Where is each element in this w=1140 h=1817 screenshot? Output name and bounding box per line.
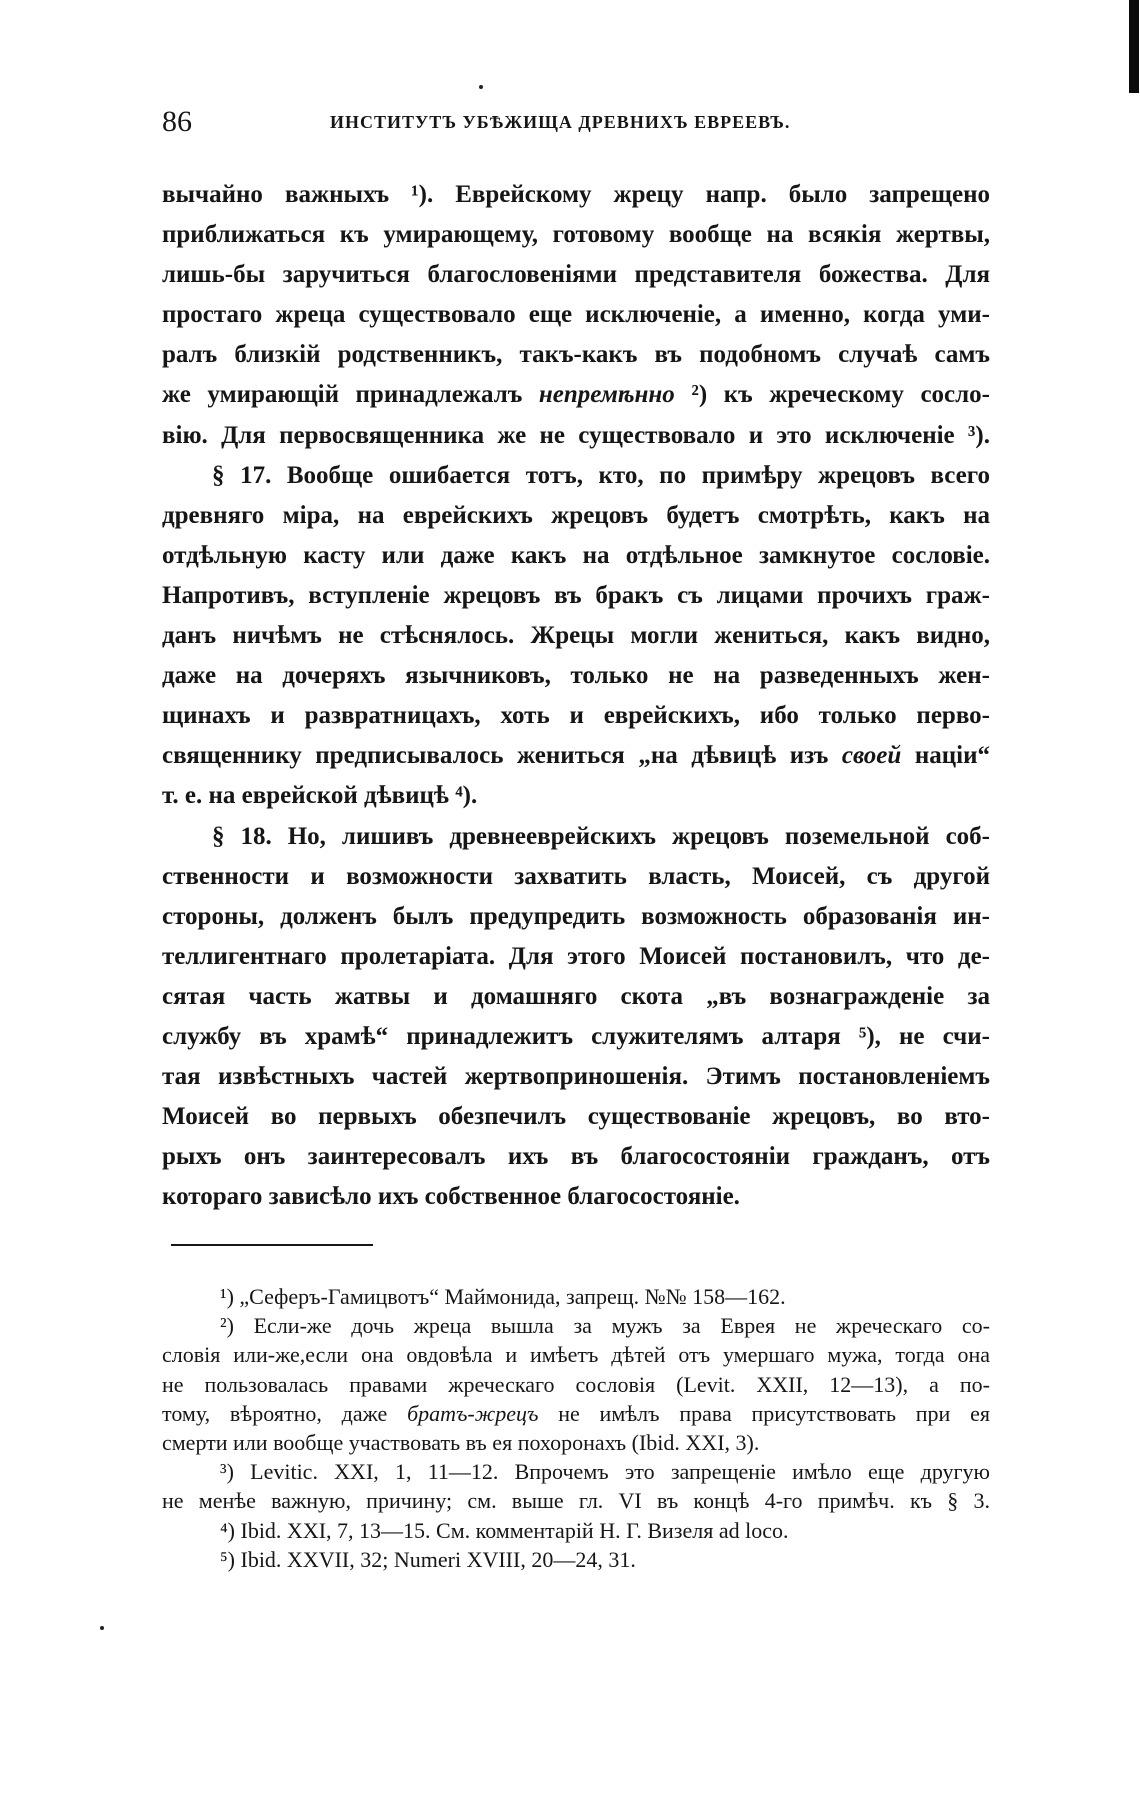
text-segment: не имѣлъ права присутствовать при ея xyxy=(538,1400,990,1426)
body-line: Моисей во первыхъ обезпечилъ существованіе жрецовъ, во вто- xyxy=(162,1103,990,1131)
footnote-3 xyxy=(162,1457,990,1515)
footnote-line: ⁵) Ibid. XXVII, 32; Numeri XVIII, 20—24, 31. xyxy=(220,1546,636,1572)
text-segment: священнику предписывалось жениться „на дѣвицѣ изъ xyxy=(162,742,842,770)
italic-word: своей xyxy=(841,742,902,770)
text-segment: тому, вѣроятно, даже xyxy=(162,1400,408,1426)
body-line: стороны, долженъ былъ предупредить возможность образованія ин- xyxy=(162,902,990,930)
body-line: § 18. Но, лишивъ древнееврейскихъ жрецовъ поземельной соб- xyxy=(212,822,990,850)
footnote-line: ¹) „Сеферъ-Гамицвотъ“ Маймонида, запрещ. №№ 158—162. xyxy=(220,1284,786,1309)
footnote-line: ⁴) Ibid. XXI, 7, 13—15. См. комментарій Н. Г. Визеля ad loco. xyxy=(220,1517,789,1543)
scan-speck xyxy=(100,1626,104,1630)
body-line: щинахъ и развратницахъ, хоть и еврейскихъ, ибо только перво- xyxy=(162,702,990,730)
scan-speck xyxy=(479,85,483,89)
footnote-line: не пользовалась правами жреческаго сословія (Levit. XXII, 12—13), а по- xyxy=(162,1371,990,1397)
main-text xyxy=(162,175,990,1217)
body-line: службу въ храмѣ“ принадлежитъ служителямъ алтаря ⁵), не счи- xyxy=(162,1022,990,1050)
footnote-line: ³) Levitic. XXI, 1, 11—12. Впрочемъ это запрещеніе имѣло еще другую xyxy=(220,1459,990,1485)
footnote-line xyxy=(162,1399,990,1428)
paragraph-17 xyxy=(162,456,990,817)
body-line: тая извѣстныхъ частей жертвоприношенія. Этимъ постановленіемъ xyxy=(162,1063,990,1091)
body-line xyxy=(162,375,990,415)
body-line: т. е. на еврейской дѣвицѣ ⁴). xyxy=(162,782,478,810)
footnote-4 xyxy=(162,1516,990,1545)
body-line: даже на дочеряхъ язычниковъ, только не на разведенныхъ жен- xyxy=(162,662,990,690)
body-line: вію. Для первосвященника же не существовало и это исключеніе ³). xyxy=(162,421,990,449)
body-line: ралъ близкій родственникъ, такъ-какъ въ подобномъ случаѣ самъ xyxy=(162,341,990,369)
text-segment: ²) къ жреческому сосло- xyxy=(674,381,991,409)
body-line: сятая часть жатвы и домашняго скота „въ вознагражденіе за xyxy=(162,982,990,1010)
body-line: теллигентнаго пролетаріата. Для этого Моисей постановилъ, что де- xyxy=(162,942,990,970)
body-line: вычайно важныхъ ¹). Еврейскому жрецу напр. было запрещено xyxy=(162,181,990,208)
body-line: отдѣльную касту или даже какъ на отдѣльное замкнутое сословіе. xyxy=(162,541,990,569)
body-line: рыхъ онъ заинтересовалъ ихъ въ благосостояніи гражданъ, отъ xyxy=(162,1143,990,1171)
italic-word: братъ-жрецъ xyxy=(407,1400,539,1426)
body-line: Напротивъ, вступленіе жрецовъ въ бракъ съ лицами прочихъ граж- xyxy=(162,581,990,609)
footnote-line: словія или-же,если она овдовѣла и имѣетъ дѣтей отъ умершаго мужа, тогда она xyxy=(162,1342,990,1368)
text-segment: націи“ xyxy=(901,742,990,770)
paragraph-18 xyxy=(162,817,990,1218)
italic-word: непремѣнно xyxy=(538,381,675,409)
footnote-line: не менѣе важную, причину; см. выше гл. VI въ концѣ 4-го примѣч. къ § 3. xyxy=(162,1488,990,1514)
body-line: приближаться къ умирающему, готовому вообще на всякія жертвы, xyxy=(162,221,990,249)
page-number: 86 xyxy=(162,105,192,138)
footnote-2 xyxy=(162,1311,990,1457)
body-line: простаго жреца существовало еще исключеніе, а именно, когда уми- xyxy=(162,301,990,329)
footnote-5 xyxy=(162,1545,990,1574)
text-segment: же умирающій принадлежалъ xyxy=(162,381,539,409)
footnote-1 xyxy=(162,1282,990,1311)
footnotes xyxy=(162,1282,990,1574)
body-line: ственности и возможности захватить власть, Моисей, съ другой xyxy=(162,862,990,890)
footnote-line: ²) Если-же дочь жреца вышла за мужъ за Еврея не жреческаго со- xyxy=(220,1313,990,1339)
paragraph-continued xyxy=(162,175,990,456)
body-line: § 17. Вообще ошибается тотъ, кто, по примѣру жрецовъ всего xyxy=(212,461,990,489)
scan-edge-bar xyxy=(1129,0,1139,93)
footnote-line: смерти или вообще участвовать въ ея похоронахъ (Ibid. XXI, 3). xyxy=(162,1430,760,1456)
running-head: ИНСТИТУТЪ УБѢЖИЩА ДРЕВНИХЪ ЕВРЕЕВЪ. xyxy=(330,112,791,132)
body-line xyxy=(162,736,990,776)
footnote-rule xyxy=(171,1244,373,1246)
body-line: котораго зависѣло ихъ собственное благосостояніе. xyxy=(162,1183,740,1211)
body-line: лишь-бы заручиться благословеніями представителя божества. Для xyxy=(162,261,990,289)
body-line: древняго міра, на еврейскихъ жрецовъ будетъ смотрѣть, какъ на xyxy=(162,501,990,529)
body-line: данъ ничѣмъ не стѣснялось. Жрецы могли жениться, какъ видно, xyxy=(162,622,990,650)
